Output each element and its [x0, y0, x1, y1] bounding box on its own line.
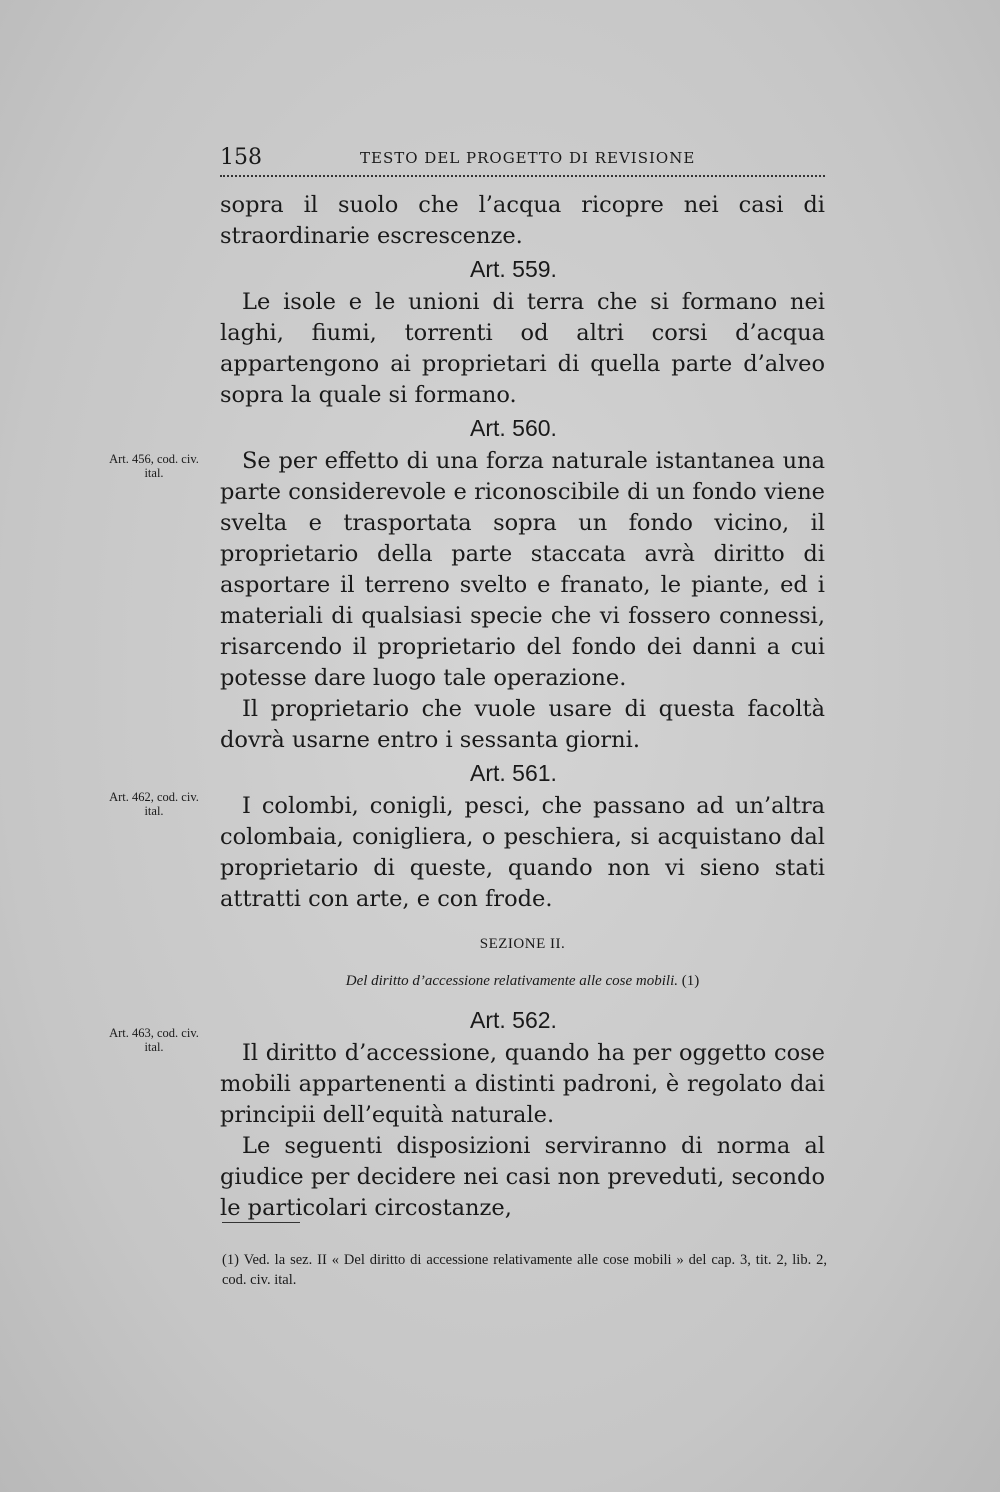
paragraph-art-560-b: Il proprietario che vuole usare di questa facoltà dovrà usarne entro i sessanta giorni. [220, 696, 825, 753]
margin-note-art-462: Art. 462, cod. civ. ital. [109, 790, 199, 818]
section-subtitle [220, 966, 825, 997]
article-heading-561: Art. 561. [470, 760, 557, 786]
footnote-divider [222, 1222, 300, 1223]
article-heading-559: Art. 559. [470, 256, 557, 282]
main-text [220, 190, 825, 1224]
paragraph-art-562-b: Le seguenti disposizioni serviranno di norma al giudice per decidere nei casi non preveduti, secondo le particolari circostanze, [220, 1133, 825, 1221]
paragraph-art-559: Le isole e le unioni di terra che si formano nei laghi, fiumi, torrenti od altri corsi d’acqua appartengono ai proprietari di quella parte d’alveo sopra la quale si formano. [220, 289, 825, 408]
section-title: SEZIONE II. [479, 936, 566, 952]
paragraph-art-561: I colombi, conigli, pesci, che passano ad un’altra colombaia, conigliera, o peschiera, si acquistano dal proprietario di queste, quando non vi sieno stati attratti con arte, e con frode. [220, 793, 825, 912]
running-title: TESTO DEL PROGETTO DI REVISIONE [360, 149, 696, 167]
article-heading-560: Art. 560. [470, 415, 557, 441]
paragraph-intro: sopra il suolo che l’acqua ricopre nei casi di straordinarie escrescenze. [220, 192, 825, 249]
footnote: (1) Ved. la sez. II « Del diritto di accessione relativamente alle cose mobili » del cap. 3, tit. 2, lib. 2, cod. civ. ital. [222, 1252, 827, 1288]
page-header [220, 145, 825, 173]
article-heading-562: Art. 562. [470, 1007, 557, 1033]
margin-note-art-456: Art. 456, cod. civ. ital. [109, 452, 199, 480]
paragraph-art-562-a: Il diritto d’accessione, quando ha per oggetto cose mobili appartenenti a distinti padroni, è regolato dai principii dell’equità naturale. [220, 1040, 825, 1128]
footnote-reference: (1) [681, 973, 700, 989]
header-divider [220, 175, 825, 177]
section-subtitle-text: Del diritto d’accessione relativamente alle cose mobili. [345, 973, 679, 989]
margin-note-art-463: Art. 463, cod. civ. ital. [109, 1026, 199, 1054]
paragraph-art-560-a: Se per effetto di una forza naturale istantanea una parte considerevole e riconoscibile di un fondo viene svelta e trasportata sopra un fondo vicino, il proprietario della parte staccata avrà diritto di asportare il terreno svelto e franato, le piante, ed i materiali di qualsiasi specie che vi fossero connessi, risarcendo il proprietario del fondo dei danni a cui potesse dare luogo tale operazione. [220, 448, 825, 691]
page-number: 158 [220, 145, 262, 170]
